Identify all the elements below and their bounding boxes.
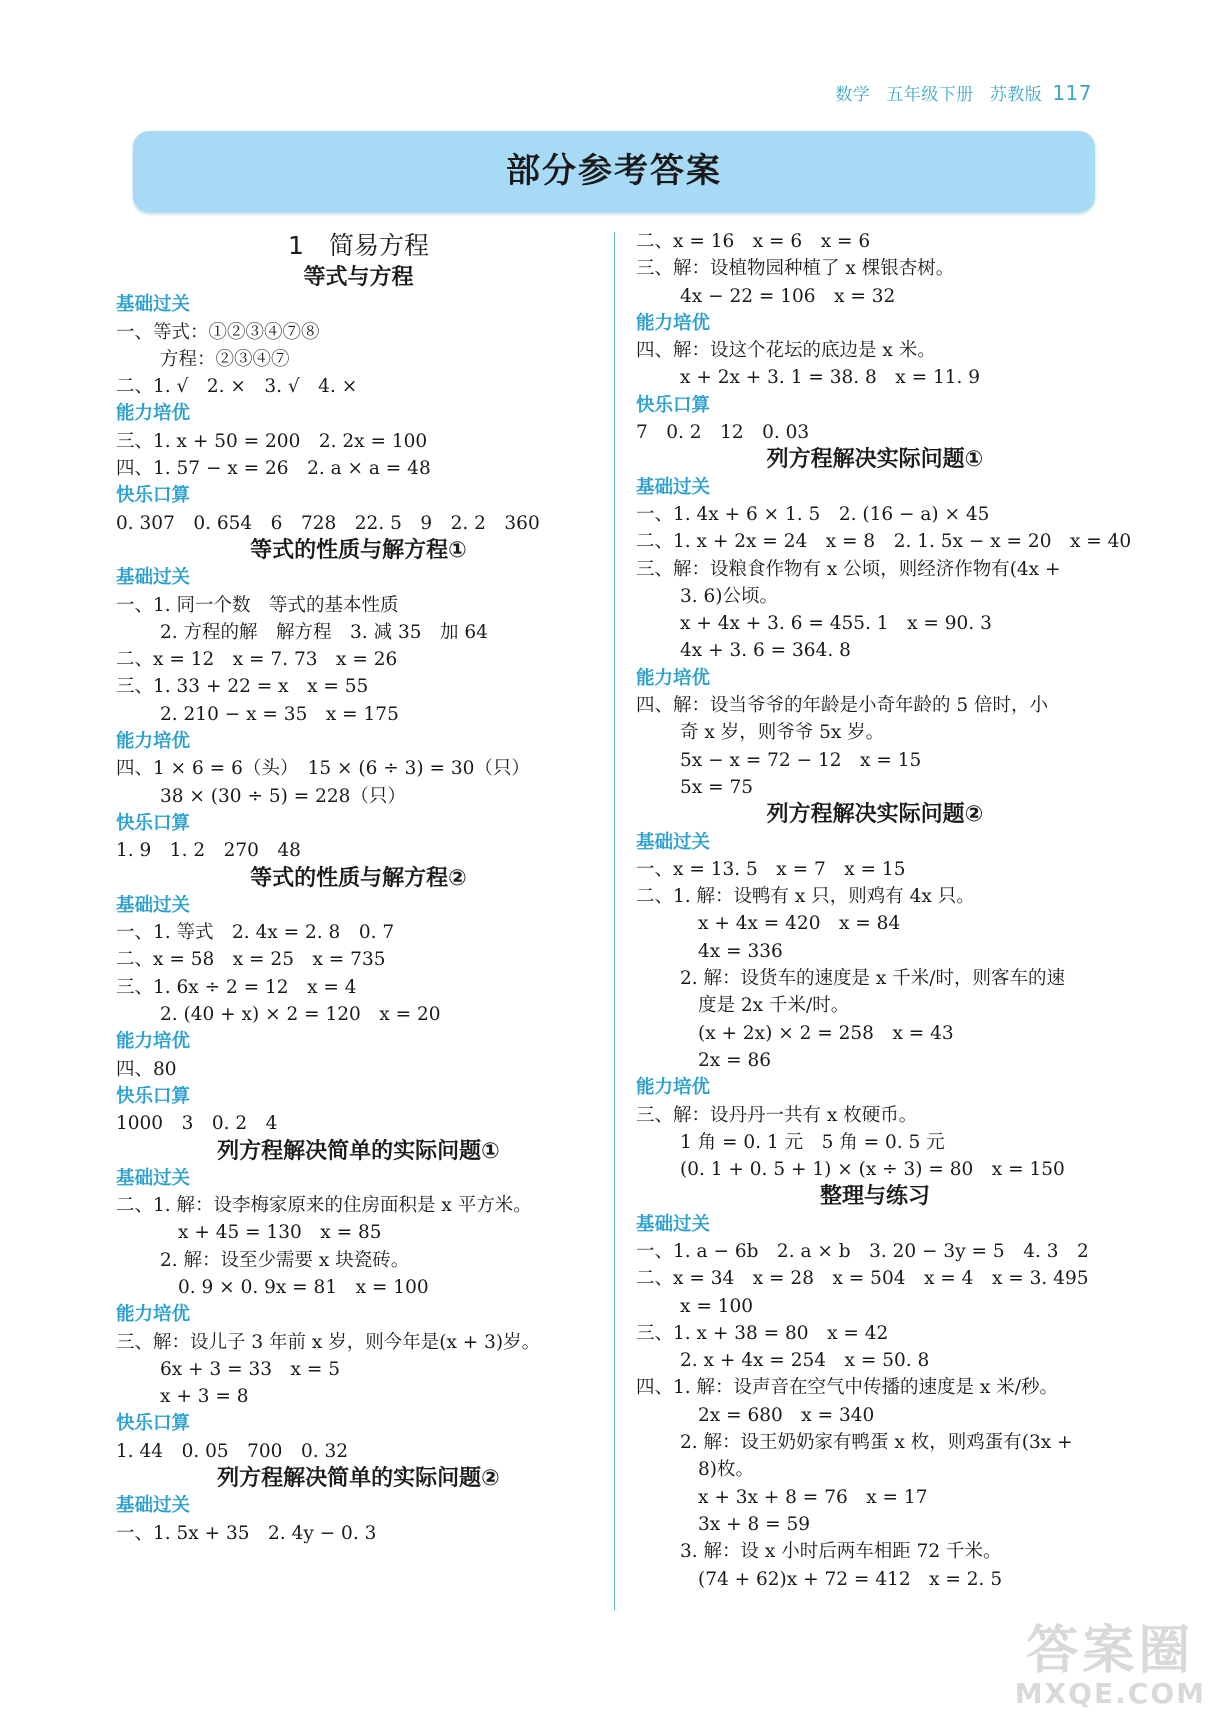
answer-line: 四、1. 解：设声音在空气中传播的速度是 x 米/秒。 — [636, 1377, 1058, 1399]
answer-line: 三、1. x + 50 = 200 2. 2x = 100 — [116, 430, 428, 452]
subsection-label: 快乐口算 — [636, 394, 711, 416]
answer-line: 3x + 8 = 59 — [698, 1513, 811, 1535]
subsection-label: 能力培优 — [116, 731, 191, 753]
answer-line: 四、1 × 6 = 6（头） 15 × (6 ÷ 3) = 30（只） — [116, 758, 530, 780]
subsection-label: 快乐口算 — [116, 485, 191, 507]
answer-line: 3. 6)公顷。 — [680, 585, 779, 607]
subsection-label: 快乐口算 — [116, 1085, 191, 1107]
section-title: 列方程解决简单的实际问题① — [217, 1138, 500, 1164]
answer-line: 二、1. √ 2. × 3. √ 4. × — [116, 376, 358, 398]
subsection-label: 基础过关 — [116, 1167, 191, 1189]
subsection-label: 基础过关 — [116, 1495, 191, 1517]
answer-line: 1. 9 1. 2 270 48 — [116, 840, 301, 862]
answer-line: x + 3 = 8 — [160, 1386, 249, 1408]
subsection-label: 基础过关 — [116, 294, 191, 316]
watermark-logo — [1015, 1623, 1206, 1709]
answer-line: x + 45 = 130 x = 85 — [178, 1222, 382, 1244]
answer-line: 一、1. 同一个数 等式的基本性质 — [116, 594, 399, 616]
subsection-label: 能力培优 — [116, 1031, 191, 1053]
answer-line: 一、1. 等式 2. 4x = 2. 8 0. 7 — [116, 922, 395, 944]
answer-line: 三、1. 33 + 22 = x x = 55 — [116, 676, 369, 698]
answer-line: (x + 2x) × 2 = 258 x = 43 — [698, 1022, 954, 1044]
answer-line: 1000 3 0. 2 4 — [116, 1113, 278, 1135]
subsection-label: 能力培优 — [116, 1304, 191, 1326]
answer-line: 7 0. 2 12 0. 03 — [636, 422, 810, 444]
answer-line: 2. 210 − x = 35 x = 175 — [160, 703, 399, 725]
answer-line: 三、解：设儿子 3 年前 x 岁，则今年是(x + 3)岁。 — [116, 1331, 541, 1353]
title-banner: 部分参考答案 — [133, 131, 1095, 212]
section-title: 列方程解决简单的实际问题② — [217, 1466, 500, 1492]
answer-line: 6x + 3 = 33 x = 5 — [160, 1358, 341, 1380]
page-header — [819, 80, 1092, 105]
answer-line: 三、解：设粮食作物有 x 公顷，则经济作物有(4x + — [636, 558, 1061, 580]
answer-line: x = 100 — [680, 1295, 754, 1317]
answer-line: 一、x = 13. 5 x = 7 x = 15 — [636, 858, 906, 880]
right-column — [636, 228, 1132, 1593]
answer-line: 二、1. 解：设鸭有 x 只，则鸡有 4x 只。 — [636, 886, 975, 908]
page-number: 117 — [1052, 81, 1092, 105]
answer-line: 四、解：设这个花坛的底边是 x 米。 — [636, 340, 936, 362]
section-title: 等式的性质与解方程① — [250, 537, 467, 563]
answer-line: 一、1. a − 6b 2. a × b 3. 20 − 3y = 5 4. 3 2 — [636, 1240, 1089, 1262]
answer-line: x + 3x + 8 = 76 x = 17 — [698, 1486, 928, 1508]
answer-line: 2x = 680 x = 340 — [698, 1404, 875, 1426]
answer-line: 38 × (30 ÷ 5) = 228（只） — [160, 785, 406, 807]
answer-line: 三、1. 6x ÷ 2 = 12 x = 4 — [116, 976, 357, 998]
section-title: 列方程解决实际问题① — [766, 447, 984, 473]
answer-line: 2. 解：设货车的速度是 x 千米/时，则客车的速 — [680, 968, 1065, 990]
answer-line: x + 4x = 420 x = 84 — [698, 913, 901, 935]
answer-line: 三、1. x + 38 = 80 x = 42 — [636, 1322, 889, 1344]
subsection-label: 基础过关 — [116, 567, 191, 589]
answer-line: 二、x = 34 x = 28 x = 504 x = 4 x = 3. 495 — [636, 1268, 1089, 1290]
answer-line: 1. 44 0. 05 700 0. 32 — [116, 1440, 349, 1462]
answer-line: 二、x = 12 x = 7. 73 x = 26 — [116, 649, 398, 671]
answer-line: 三、解：设植物园种植了 x 棵银杏树。 — [636, 258, 955, 280]
section-title: 整理与练习 — [819, 1184, 930, 1210]
section-title: 等式与方程 — [303, 265, 414, 290]
answer-line: 4x = 336 — [698, 940, 783, 962]
answer-line: 0. 9 × 0. 9x = 81 x = 100 — [178, 1276, 429, 1298]
section-title: 等式的性质与解方程② — [250, 865, 467, 891]
answer-line: 方程：②③④⑦ — [160, 348, 290, 370]
answer-line: 一、等式：①②③④⑦⑧ — [116, 321, 320, 343]
subsection-label: 快乐口算 — [116, 812, 191, 834]
answer-line: 度是 2x 千米/时。 — [698, 995, 850, 1017]
answer-line: 3. 解：设 x 小时后两车相距 72 千米。 — [680, 1541, 1002, 1563]
subsection-label: 基础过关 — [636, 476, 711, 498]
watermark-text: 答案圈 — [1026, 1621, 1195, 1681]
column-divider — [614, 232, 615, 1610]
answer-line: (0. 1 + 0. 5 + 1) × (x ÷ 3) = 80 x = 150 — [680, 1159, 1065, 1181]
subsection-label: 能力培优 — [116, 403, 191, 425]
header-subject: 数学 — [835, 85, 871, 105]
answer-line: 4x − 22 = 106 x = 32 — [680, 285, 896, 307]
chapter-title: 1 简易方程 — [288, 231, 429, 260]
subsection-label: 基础过关 — [636, 1213, 711, 1235]
answer-line: 二、1. x + 2x = 24 x = 8 2. 1. 5x − x = 20 x = 40 — [636, 531, 1132, 553]
answer-line: x + 4x + 3. 6 = 455. 1 x = 90. 3 — [680, 613, 992, 635]
answer-line: 8)枚。 — [698, 1459, 754, 1481]
answer-line: 二、1. 解：设李梅家原来的住房面积是 x 平方米。 — [116, 1195, 532, 1217]
answer-line: 1 角 = 0. 1 元 5 角 = 0. 5 元 — [680, 1131, 945, 1153]
section-title: 列方程解决实际问题② — [766, 802, 984, 828]
answer-line: 2x = 86 — [698, 1049, 772, 1071]
answer-line: 0. 307 0. 654 6 728 22. 5 9 2. 2 360 — [116, 512, 540, 534]
answer-line: 三、解：设丹丹一共有 x 枚硬币。 — [636, 1104, 918, 1126]
subsection-label: 能力培优 — [636, 312, 711, 334]
answer-line: 四、1. 57 − x = 26 2. a × a = 48 — [116, 458, 431, 480]
answer-line: 一、1. 5x + 35 2. 4y − 0. 3 — [116, 1522, 377, 1544]
header-grade: 五年级下册 — [886, 85, 974, 105]
answer-line: 2. 方程的解 解方程 3. 减 35 加 64 — [160, 621, 488, 643]
subsection-label: 能力培优 — [636, 667, 711, 689]
subsection-label: 能力培优 — [636, 1077, 711, 1099]
subsection-label: 快乐口算 — [116, 1413, 191, 1435]
answer-line: 二、x = 16 x = 6 x = 6 — [636, 231, 871, 252]
answer-line: 2. x + 4x = 254 x = 50. 8 — [680, 1350, 930, 1372]
answer-line: x + 2x + 3. 1 = 38. 8 x = 11. 9 — [680, 367, 981, 389]
subsection-label: 基础过关 — [116, 894, 191, 916]
answer-line: 二、x = 58 x = 25 x = 735 — [116, 949, 386, 971]
subsection-label: 基础过关 — [636, 831, 711, 853]
watermark-url: MXQE.COM — [1014, 1677, 1206, 1710]
answer-line: 奇 x 岁，则爷爷 5x 岁。 — [680, 722, 885, 744]
answer-line: 2. 解：设王奶奶家有鸭蛋 x 枚，则鸡蛋有(3x + — [680, 1432, 1073, 1454]
answer-line: 2. (40 + x) × 2 = 120 x = 20 — [160, 1004, 441, 1026]
header-edition: 苏教版 — [989, 85, 1043, 105]
left-column — [116, 228, 601, 1547]
answer-line: 4x + 3. 6 = 364. 8 — [680, 640, 851, 662]
answer-line: 四、80 — [116, 1058, 177, 1080]
answer-line: 5x − x = 72 − 12 x = 15 — [680, 749, 922, 771]
answer-line: 一、1. 4x + 6 × 1. 5 2. (16 − a) × 45 — [636, 503, 990, 525]
answer-line: 四、解：设当爷爷的年龄是小奇年龄的 5 倍时，小 — [636, 695, 1049, 717]
answer-line: (74 + 62)x + 72 = 412 x = 2. 5 — [698, 1568, 1003, 1590]
answer-line: 2. 解：设至少需要 x 块瓷砖。 — [160, 1249, 410, 1271]
answer-line: 5x = 75 — [680, 776, 754, 798]
